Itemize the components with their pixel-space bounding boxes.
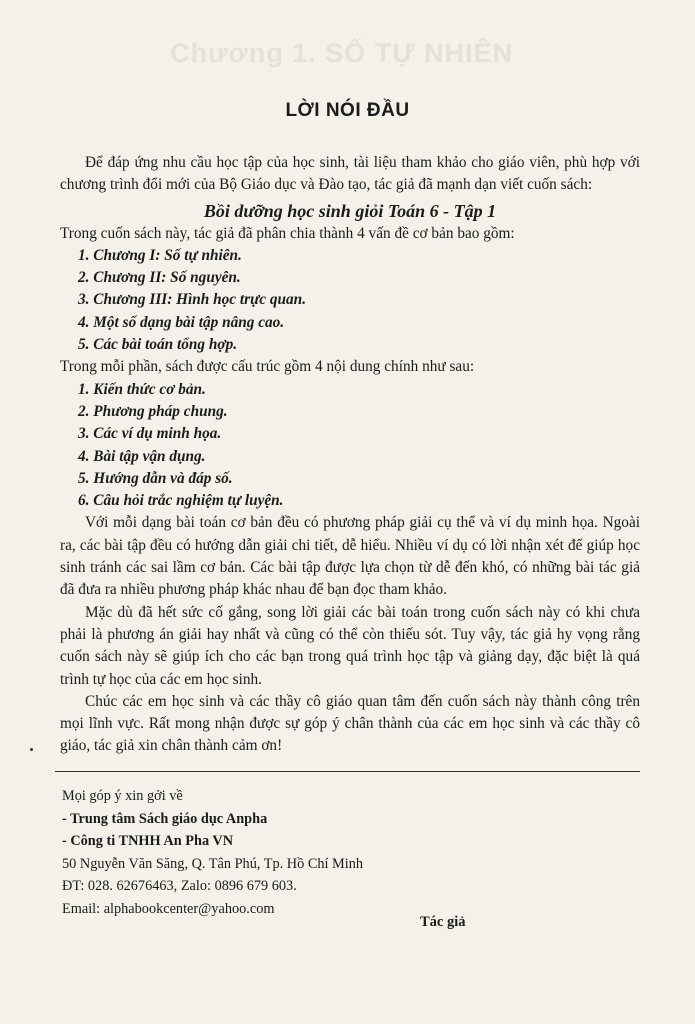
stray-dot	[30, 748, 33, 751]
author-signature: Tác giả	[420, 914, 466, 930]
footer-phone: ĐT: 028. 62676463, Zalo: 0896 679 603.	[62, 878, 297, 895]
intro-paragraph: Để đáp ứng nhu cầu học tập của học sinh, tài liệu tham khảo cho giáo viên, phù hợp với chương trình đổi mới của Bộ Giáo dục và Đào tạo, tác giả đã mạnh dạn viết cuốn sách:	[60, 154, 640, 194]
thanks-paragraph: Chúc các em học sinh và các thầy cô giáo quan tâm đến cuốn sách này thành công trên mọi lĩnh vực. Rất mong nhận được sự góp ý chân thành của các em học sinh và các thầy cô giáo, tác giả xin chân thành cảm ơn!	[60, 692, 640, 755]
list-item: 3. Chương III: Hình học trực quan.	[78, 291, 307, 309]
footer-org-company: - Công ti TNHH An Pha VN	[62, 833, 234, 850]
structure-intro: Trong mỗi phần, sách được cấu trúc gồm 4 nội dung chính như sau:	[60, 358, 475, 376]
footer-lead: Mọi góp ý xin gởi về	[62, 788, 183, 804]
list-item: 5. Hướng dẫn và đáp số.	[78, 469, 233, 487]
list-item: 5. Các bài toán tổng hợp.	[78, 336, 238, 354]
footer-email: Email: alphabookcenter@yahoo.com	[62, 900, 275, 917]
list-item: 3. Các ví dụ minh họa.	[78, 425, 222, 443]
list-item: 2. Phương pháp chung.	[78, 402, 228, 420]
list-item: 2. Chương II: Số nguyên.	[78, 269, 241, 287]
preface-body	[60, 152, 640, 758]
ghost-header: Chương 1. SỐ TỰ NHIÊN	[170, 38, 514, 68]
list-item: 4. Một số dạng bài tập nâng cao.	[78, 313, 285, 331]
page-title: LỜI NÓI ĐẦU	[285, 100, 410, 121]
effort-paragraph: Mặc dù đã hết sức cố gắng, song lời giải các bài toán trong cuốn sách này có khi chưa phải là phương án giải hay nhất và cũng có thể còn thiếu sót. Tuy vậy, tác giả hy vọng rằng cuốn sách này sẽ giúp ích cho các bạn trong quá trình học tập và giảng dạy, đặc biệt là quá trình tự học của các em học sinh.	[60, 603, 640, 688]
footer-address: 50 Nguyễn Văn Săng, Q. Tân Phú, Tp. Hồ Chí Minh	[62, 855, 364, 872]
footer-org-anpha: - Trung tâm Sách giáo dục Anpha	[62, 810, 268, 827]
division-intro: Trong cuốn sách này, tác giả đã phân chia thành 4 vấn đề cơ bản bao gồm:	[60, 224, 515, 242]
book-title: Bồi dưỡng học sinh giỏi Toán 6 - Tập 1	[203, 200, 497, 221]
list-item: 6. Câu hỏi trắc nghiệm tự luyện.	[78, 492, 284, 510]
structure-list	[60, 379, 640, 513]
list-item: 1. Chương I: Số tự nhiên.	[78, 246, 242, 264]
division-list	[60, 245, 640, 356]
list-item: 4. Bài tập vận dụng.	[78, 447, 206, 465]
divider	[55, 771, 640, 772]
list-item: 1. Kiến thức cơ bản.	[78, 380, 206, 398]
contact-footer	[62, 785, 363, 921]
method-paragraph: Với mỗi dạng bài toán cơ bản đều có phương pháp giải cụ thể và ví dụ minh họa. Ngoài ra, các bài tập đều có hướng dẫn giải chi tiết, dễ hiểu. Nhiều ví dụ có lời nhận xét để giúp học sinh tránh các sai lầm cơ bản. Các bài tập được lựa chọn từ dễ đến khó, có những bài tác giả đã đưa ra nhiều phương pháp khác nhau để bạn đọc tham khảo.	[60, 514, 640, 599]
